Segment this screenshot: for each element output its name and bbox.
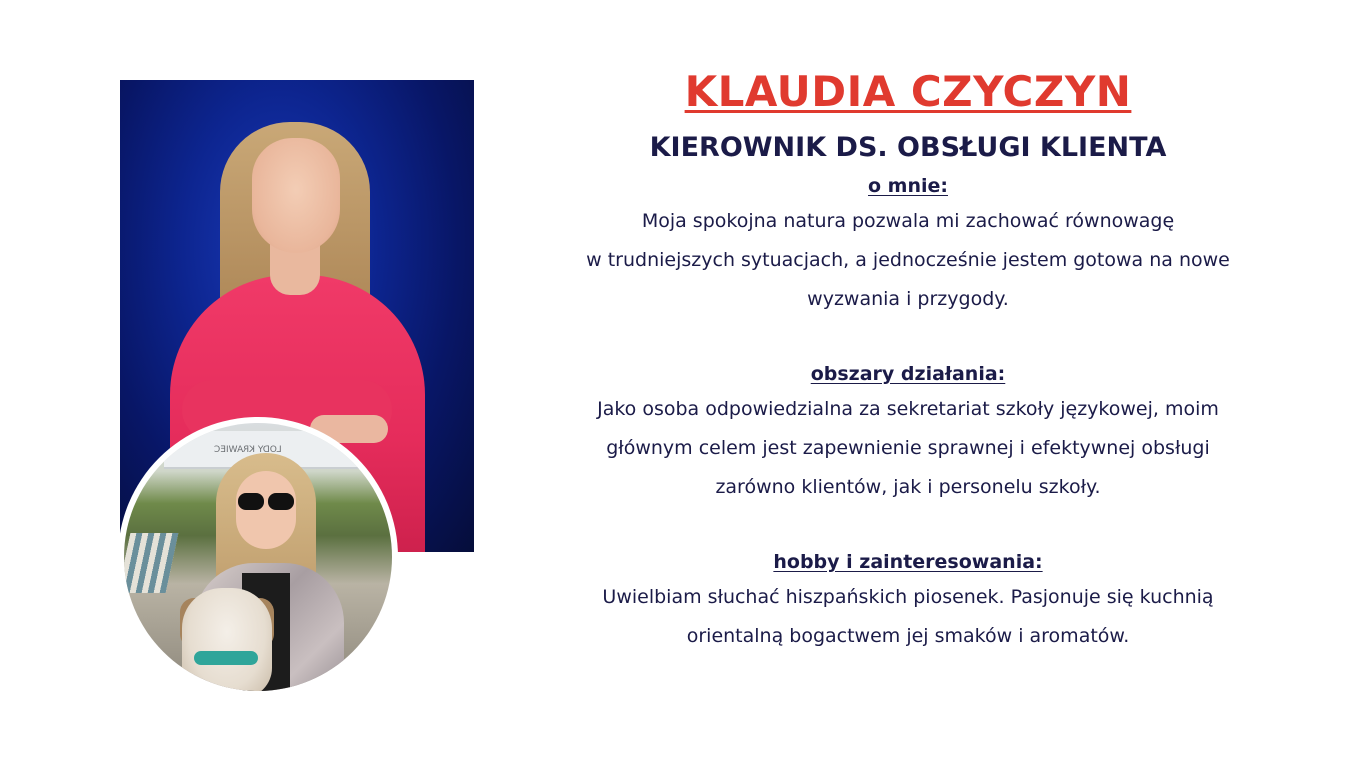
dog: [182, 588, 272, 691]
circle-photo-frame: [118, 417, 398, 697]
circle-photo: [124, 423, 392, 691]
sunglasses: [236, 493, 296, 511]
areas-line: głównym celem jest zapewnienie sprawnej i efektywnej obsługi: [606, 437, 1210, 459]
hobby-line: orientalną bogactwem jej smaków i aromatów.: [686, 625, 1130, 647]
areas-heading: obszary działania:: [810, 363, 1006, 385]
about-line: w trudniejszych sytuacjach, a jednocześnie jestem gotowa na nowe: [586, 249, 1230, 271]
portrait-face: [252, 138, 340, 253]
spacer: [540, 507, 1276, 546]
dog-harness: [194, 651, 258, 665]
spacer: [540, 319, 1276, 358]
hobby-line: Uwielbiam słuchać hiszpańskich piosenek. Pasjonuje się kuchnią: [602, 586, 1214, 608]
areas-line: Jako osoba odpowiedzialna za sekretariat szkoły językowej, moim: [597, 398, 1219, 420]
deck-chair: [124, 533, 178, 593]
profile-content: [540, 60, 1276, 656]
areas-line: zarówno klientów, jak i personelu szkoły.: [715, 476, 1101, 498]
tent-sign: LODY KRAWIEC: [214, 445, 282, 455]
profile-role: KIEROWNIK DS. OBSŁUGI KLIENTA: [649, 132, 1167, 163]
about-line: Moja spokojna natura pozwala mi zachować równowagę: [641, 210, 1175, 232]
about-line: wyzwania i przygody.: [807, 288, 1009, 310]
profile-name: KLAUDIA CZYCZYN: [684, 67, 1132, 116]
about-heading: o mnie:: [868, 175, 948, 197]
hobby-heading: hobby i zainteresowania:: [773, 551, 1043, 573]
